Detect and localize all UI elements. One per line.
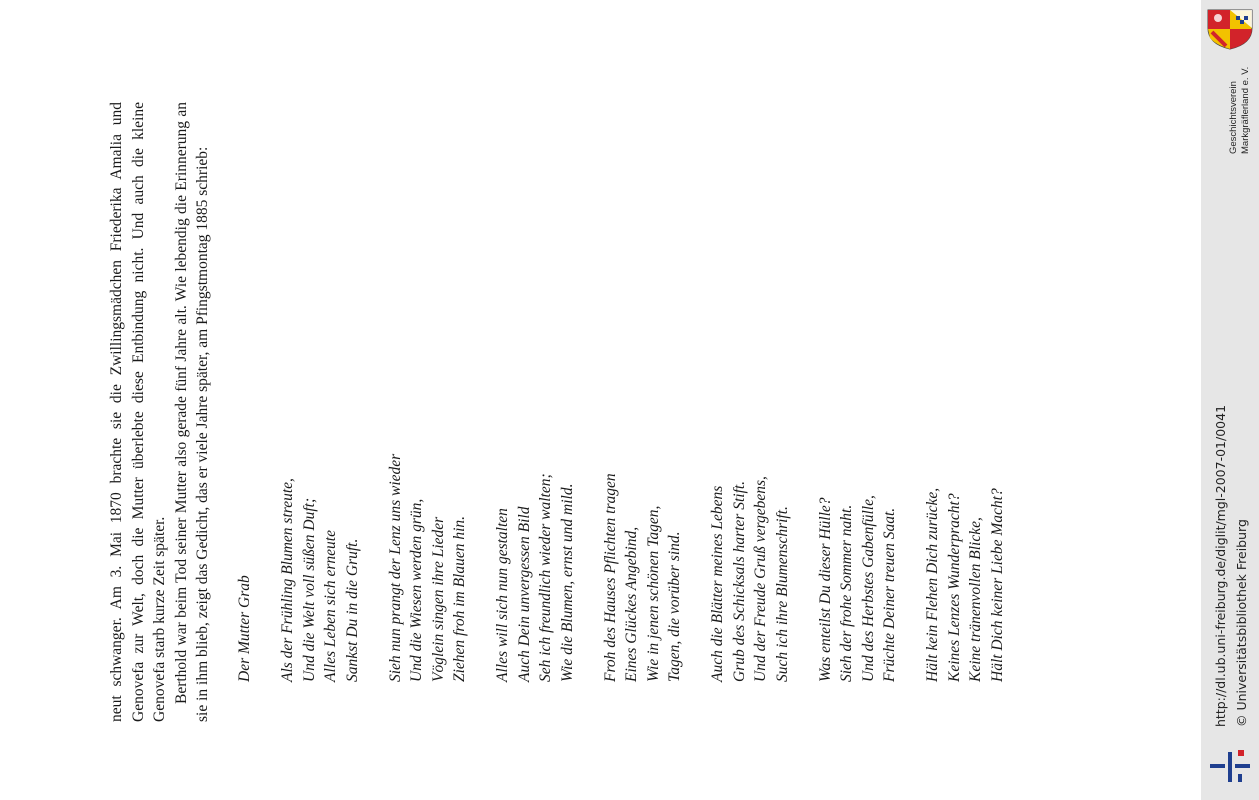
poem-line: Sieh nun prangt der Lenz uns wieder	[386, 453, 404, 682]
poem-line: Grub des Schicksals harter Stift.	[730, 480, 748, 682]
poem-title: Der Mutter Grab	[235, 575, 253, 682]
poem-stanza-1	[277, 102, 363, 682]
poem-line: Tagen, die vorüber sind.	[666, 531, 683, 682]
poem-line: Als der Frühling Blumen streute,	[279, 478, 296, 682]
poem-line: Auch die Blätter meines Lebens	[709, 485, 726, 682]
poem-line: Such ich ihre Blumenschrift.	[773, 506, 791, 682]
poem-stanza-6	[815, 102, 901, 682]
poem-stanza-2	[385, 102, 471, 682]
poem-line: Hält Dich keiner Liebe Macht?	[988, 488, 1006, 682]
poem-line: Keine tränenvollen Blicke,	[967, 517, 984, 682]
society-line-1: Geschichtsverein	[1228, 81, 1239, 154]
poem-line: Sankst Du in die Gruft.	[343, 538, 361, 682]
rotated-text-block	[106, 102, 1096, 722]
society-line-2: Markgräflerland e. V.	[1239, 66, 1251, 154]
society-label	[1228, 0, 1258, 154]
poem-stanza-4	[600, 102, 686, 682]
poem-line: Keines Lenzes Wunderpracht?	[945, 493, 963, 682]
poem-stanza-3	[492, 102, 578, 682]
poem-line: Sieh der frohe Sommer naht.	[838, 504, 855, 682]
ub-freiburg-logo-icon	[1208, 748, 1254, 784]
poem-line: Seh ich freundlich wieder walten;	[537, 473, 554, 682]
poem-line: Eines Glückes Angebind,	[623, 526, 640, 682]
poem-line: Früchte Deiner treuen Saat.	[881, 507, 898, 682]
paragraph-2: Berthold war beim Tod seiner Mutter also gerade fünf Jahre alt. Wie lebendig die Erinnerung an sie in ihm blieb, zeigt das Gedicht, das er viele Jahre später, am Pfingstmontag 1885 schrieb:	[172, 102, 211, 722]
poem-line: Alles Leben sich erneute	[322, 530, 339, 682]
poem-line: Und des Herbstes Gabenfülle,	[859, 495, 877, 682]
poem-line: Froh des Hauses Pflichten tragen	[601, 473, 619, 682]
paragraph-1: neut schwanger. Am 3. Mai 1870 brachte sie die Zwillingsmädchen Friederika Amalia und Genovefa zur Welt, doch die Mutter überlebte diese Entbindung nicht. Und auch die kleine Genovefa starb kurze Zeit später.	[108, 102, 168, 722]
poem-stanza-7	[922, 102, 1008, 682]
poem-line: Und der Freude Gruß vergebens,	[752, 476, 769, 682]
poem-line: Vöglein singen ihre Lieder	[429, 516, 447, 682]
poem-line: Und die Wiesen werden grün,	[408, 498, 425, 682]
poem-line: Und die Welt voll süßen Duft;	[300, 497, 318, 682]
poem-line: Wie die Blumen, ernst und mild.	[558, 483, 576, 682]
poem-line: Hält kein Flehen Dich zurücke,	[924, 487, 941, 682]
poem-stanza-5	[707, 102, 793, 682]
poem-line: Was enteilst Du dieser Hülle?	[816, 497, 834, 682]
poem-line: Auch Dein unvergessen Bild	[515, 506, 533, 682]
copyright-notice: © Universitätsbibliothek Freiburg	[1234, 519, 1249, 727]
poem-line: Wie in jenen schönen Tagen,	[644, 505, 662, 682]
poem-line: Alles will sich nun gestalten	[494, 508, 511, 682]
document-url-link[interactable]: http://dl.ub.uni-freiburg.de/diglit/mgl-2007-01/0041	[1213, 404, 1228, 727]
poem-line: Ziehen froh im Blauen hin.	[451, 515, 468, 682]
